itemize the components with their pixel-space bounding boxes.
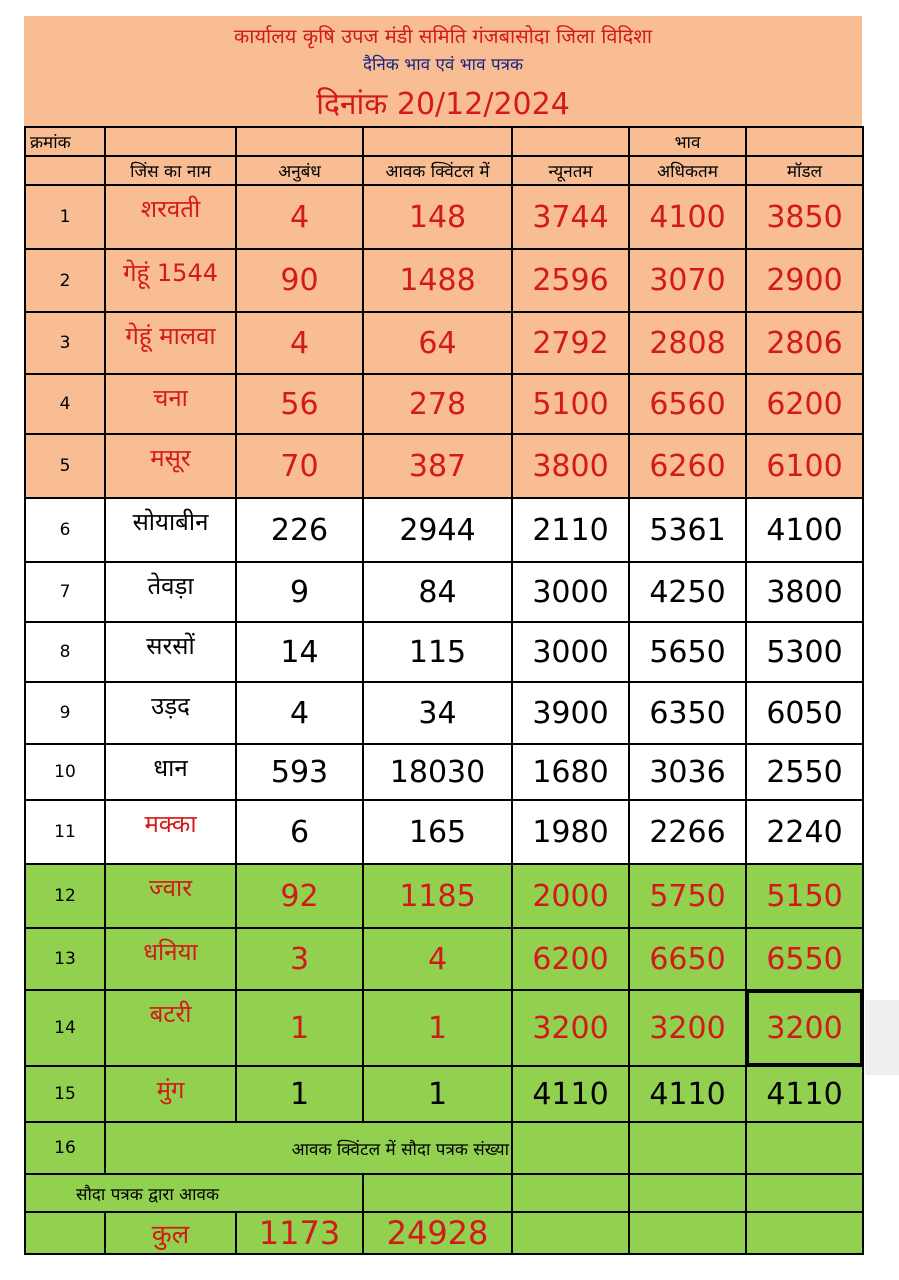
row-serial: 10 [25, 744, 105, 800]
cell-anubandh: 14 [236, 622, 363, 682]
cell-model: 4100 [746, 498, 863, 562]
cell-min: 3000 [512, 622, 629, 682]
cell-model: 6200 [746, 374, 863, 434]
cell-min: 3800 [512, 434, 629, 498]
table-row [25, 800, 863, 864]
cell-anubandh: 92 [236, 864, 363, 928]
row-serial: 13 [25, 928, 105, 990]
office-title: कार्यालय कृषि उपज मंडी समिति गंजबासोदा जिला विदिशा [233, 24, 653, 48]
cell-max: 3070 [629, 249, 746, 312]
row-serial: 4 [25, 374, 105, 434]
table-row [25, 1066, 863, 1122]
sheet-header [24, 16, 862, 126]
cell-min: 1680 [512, 744, 629, 800]
table-row [25, 928, 863, 990]
row-serial: 9 [25, 682, 105, 744]
cell-anubandh: 9 [236, 562, 363, 622]
col-name: जिंस का नाम [105, 156, 236, 185]
commodity-name: गेहूं 1544 [105, 249, 236, 312]
table-row [25, 249, 863, 312]
cell-model: 3200 [746, 990, 863, 1066]
cell-anubandh: 90 [236, 249, 363, 312]
table-row [25, 562, 863, 622]
cell-min: 2596 [512, 249, 629, 312]
cell-anubandh: 593 [236, 744, 363, 800]
right-margin [865, 0, 899, 1280]
cell-model: 2900 [746, 249, 863, 312]
right-margin-shade [865, 1000, 899, 1075]
cell-model: 4110 [746, 1066, 863, 1122]
table-row [25, 682, 863, 744]
row-serial: 7 [25, 562, 105, 622]
cell-model: 6550 [746, 928, 863, 990]
commodity-name: मुंग [105, 1066, 236, 1122]
table-row [25, 622, 863, 682]
col-aavak: आवक क्विंटल में [363, 156, 512, 185]
row-serial: 12 [25, 864, 105, 928]
table-row [25, 185, 863, 249]
cell-aavak: 165 [363, 800, 512, 864]
sheet-subtitle: दैनिक भाव एवं भाव पत्रक [362, 55, 524, 75]
cell-min: 3200 [512, 990, 629, 1066]
footer-note: आवक क्विंटल में सौदा पत्रक संख्या [105, 1122, 512, 1174]
table-row [25, 498, 863, 562]
commodity-name: मक्का [105, 800, 236, 864]
row-serial: 6 [25, 498, 105, 562]
cell-min: 3744 [512, 185, 629, 249]
cell-anubandh: 6 [236, 800, 363, 864]
row-serial: 2 [25, 249, 105, 312]
cell-anubandh: 70 [236, 434, 363, 498]
cell-aavak: 115 [363, 622, 512, 682]
rate-sheet [24, 16, 864, 1252]
cell-anubandh: 1 [236, 1066, 363, 1122]
cell-model: 2550 [746, 744, 863, 800]
cell-min: 2000 [512, 864, 629, 928]
row-serial: 11 [25, 800, 105, 864]
table-row [25, 434, 863, 498]
cell-aavak: 18030 [363, 744, 512, 800]
cell-min: 3000 [512, 562, 629, 622]
commodity-name: धान [105, 744, 236, 800]
col-anubandh: अनुबंध [236, 156, 363, 185]
row-serial: 14 [25, 990, 105, 1066]
cell-anubandh: 1 [236, 990, 363, 1066]
row-serial: 1 [25, 185, 105, 249]
commodity-name: तेवड़ा [105, 562, 236, 622]
table-row [25, 312, 863, 374]
table-body [25, 185, 863, 1122]
cell-max: 5361 [629, 498, 746, 562]
cell-aavak: 34 [363, 682, 512, 744]
cell-aavak: 278 [363, 374, 512, 434]
cell-aavak: 84 [363, 562, 512, 622]
total-aavak: 24928 [363, 1212, 512, 1254]
cell-anubandh: 226 [236, 498, 363, 562]
table-row [25, 374, 863, 434]
total-row [25, 1212, 863, 1254]
commodity-name: मसूर [105, 434, 236, 498]
cell-max: 6560 [629, 374, 746, 434]
cell-model: 6050 [746, 682, 863, 744]
commodity-name: ज्वार [105, 864, 236, 928]
table-row [25, 990, 863, 1066]
cell-max: 5650 [629, 622, 746, 682]
cell-anubandh: 3 [236, 928, 363, 990]
total-anubandh: 1173 [236, 1212, 363, 1254]
cell-aavak: 1 [363, 990, 512, 1066]
commodity-name: शरवती [105, 185, 236, 249]
commodity-name: सरसों [105, 622, 236, 682]
cell-aavak: 2944 [363, 498, 512, 562]
cell-anubandh: 4 [236, 185, 363, 249]
cell-model: 5300 [746, 622, 863, 682]
header-row-2 [25, 156, 863, 185]
footer-row-16 [25, 1122, 863, 1174]
sheet-date: दिनांक 20/12/2024 [316, 87, 570, 122]
cell-aavak: 387 [363, 434, 512, 498]
footer-sauda-row [25, 1174, 863, 1212]
commodity-name: चना [105, 374, 236, 434]
cell-aavak: 148 [363, 185, 512, 249]
cell-max: 4250 [629, 562, 746, 622]
header-row-1 [25, 127, 863, 156]
commodity-name: गेहूं मालवा [105, 312, 236, 374]
cell-min: 1980 [512, 800, 629, 864]
rate-table [24, 126, 864, 1255]
cell-model: 2806 [746, 312, 863, 374]
cell-aavak: 1488 [363, 249, 512, 312]
total-label: कुल [105, 1212, 236, 1254]
table-row [25, 864, 863, 928]
cell-aavak: 64 [363, 312, 512, 374]
cell-min: 2792 [512, 312, 629, 374]
col-bhav: भाव [629, 127, 746, 156]
cell-max: 3200 [629, 990, 746, 1066]
cell-min: 2110 [512, 498, 629, 562]
cell-max: 5750 [629, 864, 746, 928]
commodity-name: बटरी [105, 990, 236, 1066]
cell-max: 4100 [629, 185, 746, 249]
cell-model: 5150 [746, 864, 863, 928]
cell-max: 2808 [629, 312, 746, 374]
cell-model: 2240 [746, 800, 863, 864]
row-serial: 3 [25, 312, 105, 374]
row-serial: 15 [25, 1066, 105, 1122]
cell-max: 2266 [629, 800, 746, 864]
col-serial: क्रमांक [25, 127, 105, 156]
cell-aavak: 4 [363, 928, 512, 990]
footer-sn: 16 [25, 1122, 105, 1174]
table-row [25, 744, 863, 800]
cell-anubandh: 4 [236, 312, 363, 374]
cell-model: 6100 [746, 434, 863, 498]
cell-min: 5100 [512, 374, 629, 434]
commodity-name: धनिया [105, 928, 236, 990]
cell-max: 6350 [629, 682, 746, 744]
cell-anubandh: 4 [236, 682, 363, 744]
cell-model: 3800 [746, 562, 863, 622]
cell-max: 6260 [629, 434, 746, 498]
row-serial: 8 [25, 622, 105, 682]
cell-min: 4110 [512, 1066, 629, 1122]
cell-max: 3036 [629, 744, 746, 800]
cell-max: 6650 [629, 928, 746, 990]
cell-aavak: 1185 [363, 864, 512, 928]
commodity-name: उड़द [105, 682, 236, 744]
col-min: न्यूनतम [512, 156, 629, 185]
cell-min: 6200 [512, 928, 629, 990]
col-model: मॉडल [746, 156, 863, 185]
cell-anubandh: 56 [236, 374, 363, 434]
cell-min: 3900 [512, 682, 629, 744]
commodity-name: सोयाबीन [105, 498, 236, 562]
col-max: अधिकतम [629, 156, 746, 185]
footer-sauda-label: सौदा पत्रक द्वारा आवक [25, 1174, 363, 1212]
cell-max: 4110 [629, 1066, 746, 1122]
cell-model: 3850 [746, 185, 863, 249]
cell-aavak: 1 [363, 1066, 512, 1122]
row-serial: 5 [25, 434, 105, 498]
